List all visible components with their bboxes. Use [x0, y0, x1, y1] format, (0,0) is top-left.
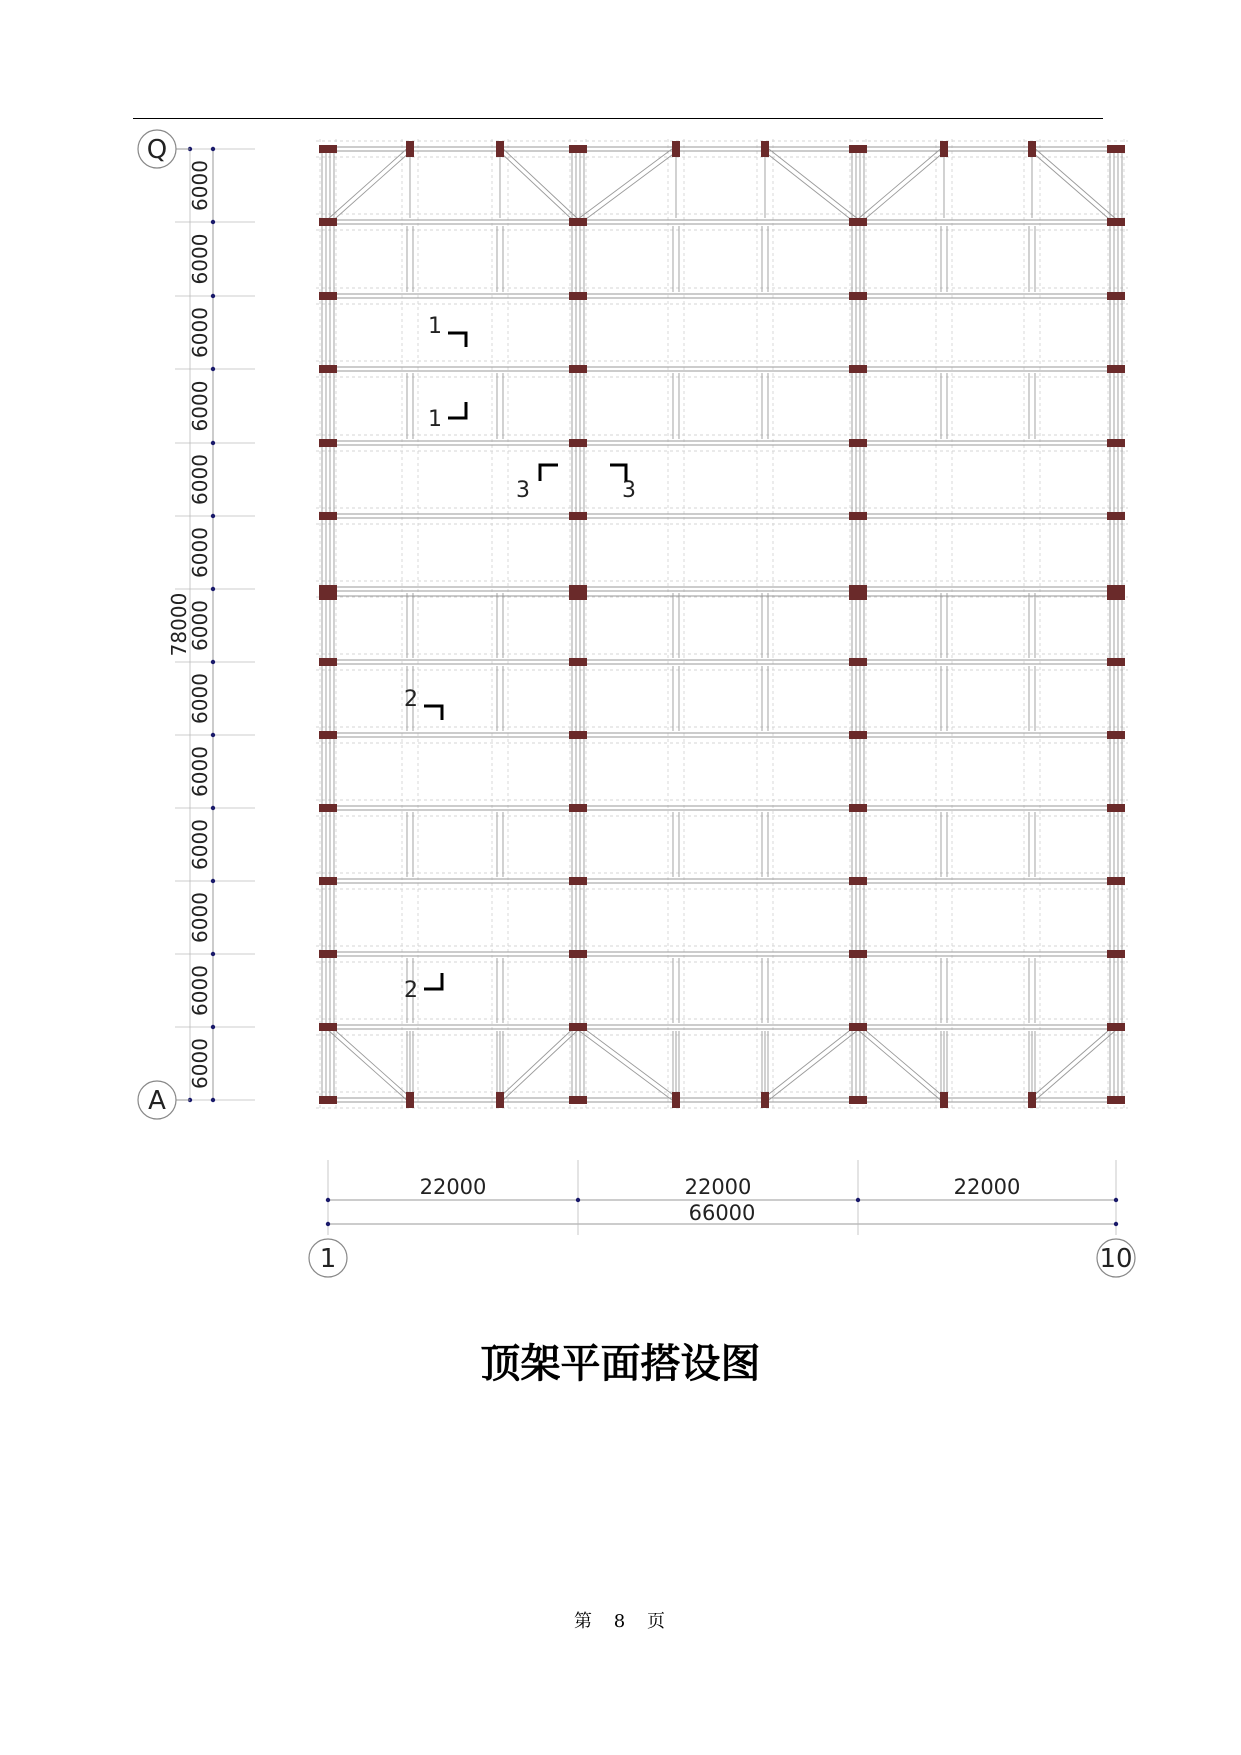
post-marker: [319, 585, 337, 593]
post-marker: [849, 218, 867, 226]
left-dim-label: 6000: [188, 1038, 212, 1089]
bottom-total-label: 66000: [688, 1201, 756, 1225]
axis-bubble-left: 1: [319, 1244, 337, 1274]
left-dim-label: 6000: [188, 233, 212, 285]
section-mark-symbol: [424, 973, 442, 989]
footer-prefix: 第: [574, 1611, 595, 1632]
drawing-title: 顶架平面搭设图: [480, 1340, 761, 1387]
bottom-dim-dot: [1114, 1198, 1118, 1202]
post-marker: [1107, 877, 1125, 885]
post-marker: [761, 141, 769, 157]
post-marker: [319, 439, 337, 447]
left-dim-label: 6000: [188, 600, 212, 651]
page-footer: [0, 1607, 1241, 1633]
post-marker: [496, 141, 504, 157]
left-dim-dot: [211, 660, 215, 664]
left-dim-label: 6000: [188, 380, 212, 432]
post-marker: [569, 512, 587, 520]
post-marker: [496, 1092, 504, 1108]
post-marker: [1028, 141, 1036, 157]
post-marker: [319, 877, 337, 885]
post-marker: [849, 731, 867, 739]
post-marker: [849, 439, 867, 447]
post-marker: [849, 950, 867, 958]
post-marker: [1107, 1096, 1125, 1104]
post-marker: [1107, 1023, 1125, 1031]
post-marker: [1107, 804, 1125, 812]
post-marker: [849, 512, 867, 520]
post-marker: [569, 1096, 587, 1104]
post-marker: [849, 877, 867, 885]
post-marker: [849, 145, 867, 153]
left-dim-label: 6000: [188, 892, 212, 943]
post-marker: [569, 592, 587, 600]
left-dim-dot: [211, 952, 215, 956]
section-mark-label: 2: [404, 978, 418, 1003]
section-mark-label: 1: [428, 314, 442, 339]
post-marker: [1107, 592, 1125, 600]
left-dim-label: 6000: [188, 819, 212, 870]
post-marker: [1028, 1092, 1036, 1108]
left-dim-label: 6000: [188, 527, 212, 578]
post-marker: [319, 218, 337, 226]
post-marker: [672, 141, 680, 157]
left-dim-dot: [211, 1098, 215, 1102]
post-marker: [569, 365, 587, 373]
post-marker: [1107, 292, 1125, 300]
post-marker: [940, 141, 948, 157]
bottom-total-dot: [326, 1222, 330, 1226]
left-dim-dot: [211, 879, 215, 883]
post-marker: [1107, 145, 1125, 153]
section-mark-label: 3: [516, 478, 530, 503]
left-dim-label: 6000: [188, 160, 212, 211]
bottom-dim-label: 22000: [684, 1175, 752, 1199]
left-dim-dot: [211, 294, 215, 298]
post-marker: [1107, 658, 1125, 666]
post-marker: [569, 585, 587, 593]
post-marker: [1107, 585, 1125, 593]
post-marker: [569, 145, 587, 153]
left-dim-label: 6000: [188, 746, 212, 797]
post-marker: [319, 804, 337, 812]
section-marks: [404, 314, 636, 1003]
section-mark-symbol: [540, 465, 558, 481]
post-marker: [849, 365, 867, 373]
post-marker: [406, 141, 414, 157]
post-marker: [1107, 512, 1125, 520]
post-marker: [761, 1092, 769, 1108]
left-dim-label: 6000: [188, 965, 212, 1016]
post-marker: [1107, 365, 1125, 373]
footer-suffix: 页: [646, 1611, 667, 1632]
post-markers: [319, 141, 1125, 1108]
left-dim-dot: [211, 441, 215, 445]
diagonal-brace: [328, 1024, 410, 1097]
post-marker: [319, 658, 337, 666]
section-mark-symbol: [448, 402, 466, 418]
post-marker: [849, 804, 867, 812]
post-marker: [406, 1092, 414, 1108]
post-marker: [319, 145, 337, 153]
post-marker: [569, 804, 587, 812]
post-marker: [569, 218, 587, 226]
page-number: 8: [613, 1611, 628, 1632]
structure-grid: [316, 139, 1128, 1110]
dimension-labels: [138, 130, 1135, 1277]
post-marker: [1107, 950, 1125, 958]
bottom-dim-dot: [576, 1198, 580, 1202]
bottom-dim-dot: [326, 1198, 330, 1202]
bottom-dim-label: 22000: [953, 1175, 1021, 1199]
left-dim-dot: [211, 220, 215, 224]
post-marker: [672, 1092, 680, 1108]
post-marker: [319, 512, 337, 520]
post-marker: [319, 292, 337, 300]
diagonal-brace: [578, 1024, 676, 1097]
axis-bubble-right: 10: [1099, 1244, 1133, 1274]
axis-bubble-top: Q: [146, 135, 168, 165]
post-marker: [849, 292, 867, 300]
section-mark-label: 3: [622, 478, 636, 503]
post-marker: [569, 1023, 587, 1031]
left-dim-label: 6000: [188, 454, 212, 505]
left-dim-dot: [211, 514, 215, 518]
bottom-total-dot: [1114, 1222, 1118, 1226]
post-marker: [569, 731, 587, 739]
bottom-dim-dot: [856, 1198, 860, 1202]
post-marker: [940, 1092, 948, 1108]
left-dim-dot: [211, 587, 215, 591]
post-marker: [319, 365, 337, 373]
section-mark-symbol: [448, 333, 466, 347]
post-marker: [849, 658, 867, 666]
post-marker: [1107, 439, 1125, 447]
post-marker: [1107, 731, 1125, 739]
diagonal-brace: [328, 152, 410, 225]
post-marker: [569, 292, 587, 300]
left-dim-dot: [211, 1025, 215, 1029]
post-marker: [569, 950, 587, 958]
post-marker: [849, 585, 867, 593]
post-marker: [319, 1096, 337, 1104]
section-mark-label: 1: [428, 407, 442, 432]
left-dim-label: 6000: [188, 673, 212, 724]
post-marker: [319, 950, 337, 958]
left-dim-dot: [211, 367, 215, 371]
axis-bubble-bottom: A: [148, 1086, 166, 1116]
diagonal-brace: [578, 152, 676, 225]
left-total-label: 78000: [167, 592, 191, 657]
dimension-lines: [175, 147, 1118, 1235]
post-marker: [319, 592, 337, 600]
post-marker: [849, 1023, 867, 1031]
post-marker: [569, 877, 587, 885]
post-marker: [569, 439, 587, 447]
post-marker: [319, 731, 337, 739]
left-dim-label: 6000: [188, 307, 212, 358]
section-mark-label: 2: [404, 687, 418, 712]
post-marker: [849, 592, 867, 600]
post-marker: [569, 658, 587, 666]
left-dim-dot: [211, 806, 215, 810]
left-dim-dot: [211, 147, 215, 151]
bottom-dim-label: 22000: [419, 1175, 487, 1199]
section-mark-symbol: [424, 706, 442, 720]
post-marker: [849, 1096, 867, 1104]
left-dim-dot: [211, 733, 215, 737]
post-marker: [319, 1023, 337, 1031]
post-marker: [1107, 218, 1125, 226]
